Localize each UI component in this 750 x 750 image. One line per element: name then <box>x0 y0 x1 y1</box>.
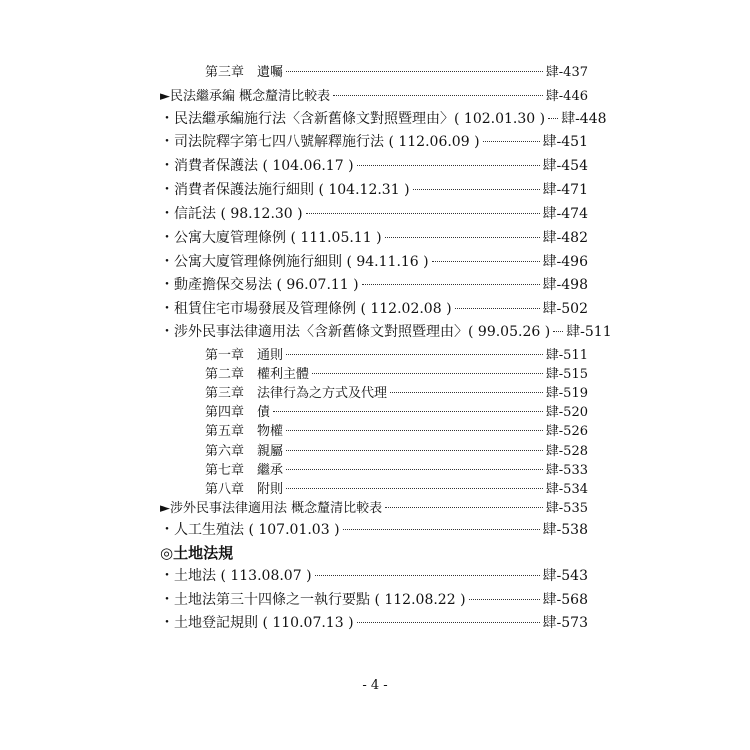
toc-entry-page: 肆-526 <box>545 424 588 439</box>
dot-leader <box>286 71 543 72</box>
toc-entry-title: 第三章 遺囑 <box>205 65 284 80</box>
toc-entry-title: ・租賃住宅市場發展及管理條例 ( 112.02.08 ) <box>160 301 452 317</box>
dot-leader <box>432 261 540 262</box>
toc-entry-title: 第四章 債 <box>205 405 271 420</box>
toc-entry-title: 第一章 通則 <box>205 348 284 363</box>
toc-entry-title: 第七章 繼承 <box>205 463 284 478</box>
toc-entry-chapter[interactable] <box>205 61 588 83</box>
toc-entry-page: 肆-573 <box>542 615 588 631</box>
toc-entry-page: 肆-519 <box>545 386 588 401</box>
toc-entry-page: 肆-511 <box>566 324 612 340</box>
toc-entry-title: 第二章 權利主體 <box>205 367 310 382</box>
dot-leader <box>553 331 563 332</box>
toc-entry-title: 第五章 物權 <box>205 424 284 439</box>
toc-entry-page: 肆-454 <box>542 158 588 174</box>
toc-entry-page: 肆-535 <box>545 501 588 516</box>
toc-entry-page: 肆-496 <box>542 254 588 270</box>
dot-leader <box>357 165 540 166</box>
dot-leader <box>413 189 540 190</box>
dot-leader <box>312 373 543 374</box>
toc-entry-title: ・民法繼承編施行法〈含新舊條文對照暨理由〉( 102.01.30 ) <box>160 111 546 127</box>
toc-entry-page: 肆-543 <box>542 568 588 584</box>
toc-entry-title: ►民法繼承編 概念釐清比較表 <box>160 89 331 104</box>
toc-entry-title: ・動產擔保交易法 ( 96.07.11 ) <box>160 277 359 293</box>
dot-leader <box>315 575 540 576</box>
toc-entry-page: 肆-502 <box>542 301 588 317</box>
dot-leader <box>357 622 540 623</box>
toc-entry-law[interactable] <box>160 251 588 273</box>
toc-entry-page: 肆-528 <box>545 444 588 459</box>
toc-entry-page: 肆-511 <box>545 348 588 363</box>
toc-entry-title: ・信託法 ( 98.12.30 ) <box>160 206 303 222</box>
dot-leader <box>362 284 540 285</box>
toc-entry-title: ・涉外民事法律適用法〈含新舊條文對照暨理由〉( 99.05.26 ) <box>160 324 551 340</box>
toc-entry-page: 肆-448 <box>561 111 607 127</box>
toc-entry-title: ・消費者保護法 ( 104.06.17 ) <box>160 158 354 174</box>
toc-entry-law[interactable] <box>160 131 588 153</box>
toc-entry-title: ・司法院釋字第七四八號解釋施行法 ( 112.06.09 ) <box>160 134 480 150</box>
toc-entry-law[interactable] <box>160 155 588 177</box>
toc-entry-page: 肆-482 <box>542 230 588 246</box>
dot-leader <box>385 507 543 508</box>
dot-leader <box>286 488 543 489</box>
dot-leader <box>385 237 540 238</box>
toc-entry-title: ◎土地法規 <box>160 544 234 562</box>
dot-leader <box>306 213 540 214</box>
dot-leader <box>286 450 543 451</box>
toc-entry-page: 肆-471 <box>542 182 588 198</box>
toc-entry-law[interactable] <box>160 274 588 296</box>
toc-entry-page: 肆-520 <box>545 405 588 420</box>
dot-leader <box>548 118 558 119</box>
toc-entry-page: 肆-538 <box>542 522 588 538</box>
dot-leader <box>286 430 543 431</box>
toc-entry-page: 肆-498 <box>542 277 588 293</box>
toc-entry-table[interactable] <box>160 497 588 519</box>
toc-entry-title: ►涉外民事法律適用法 概念釐清比較表 <box>160 501 383 516</box>
toc-entry-table[interactable] <box>160 85 588 107</box>
toc-entry-law[interactable] <box>160 565 588 587</box>
toc-entry-page: 肆-474 <box>542 206 588 222</box>
toc-entry-page: 肆-533 <box>545 463 588 478</box>
toc-entry-title: ・消費者保護法施行細則 ( 104.12.31 ) <box>160 182 410 198</box>
toc-entry-title: ・公寓大廈管理條例 ( 111.05.11 ) <box>160 230 382 246</box>
toc-entry-law[interactable] <box>160 589 588 611</box>
toc-entry-law[interactable] <box>160 298 588 320</box>
toc-entry-page: 肆-515 <box>545 367 588 382</box>
dot-leader <box>273 411 543 412</box>
toc-entry-title: ・土地法第三十四條之一執行要點 ( 112.08.22 ) <box>160 592 466 608</box>
dot-leader <box>286 469 543 470</box>
dot-leader <box>469 599 540 600</box>
toc-entry-title: ・土地登記規則 ( 110.07.13 ) <box>160 615 354 631</box>
toc-entry-title: 第六章 親屬 <box>205 444 284 459</box>
toc-entry-chapter[interactable] <box>205 420 588 442</box>
toc-entry-page: 肆-446 <box>545 89 588 104</box>
toc-entry-law[interactable] <box>160 321 612 343</box>
dot-leader <box>390 392 543 393</box>
toc-entry-title: ・土地法 ( 113.08.07 ) <box>160 568 312 584</box>
toc-entry-title: ・人工生殖法 ( 107.01.03 ) <box>160 522 340 538</box>
dot-leader <box>455 308 540 309</box>
toc-entry-law[interactable] <box>160 203 588 225</box>
dot-leader <box>483 141 540 142</box>
toc-entry-law[interactable] <box>160 519 588 541</box>
dot-leader <box>333 95 543 96</box>
toc-entry-section[interactable] <box>160 542 588 564</box>
toc-entry-title: ・公寓大廈管理條例施行細則 ( 94.11.16 ) <box>160 254 429 270</box>
dot-leader <box>286 354 543 355</box>
toc-entry-law[interactable] <box>160 227 588 249</box>
toc-entry-title: 第三章 法律行為之方式及代理 <box>205 386 388 401</box>
toc-entry-law[interactable] <box>160 179 588 201</box>
toc-entry-page: 肆-437 <box>545 65 588 80</box>
toc-entry-law[interactable] <box>160 612 588 634</box>
toc-entry-page: 肆-534 <box>545 482 588 497</box>
toc-entry-page: 肆-568 <box>542 592 588 608</box>
toc-entry-title: 第八章 附則 <box>205 482 284 497</box>
page-number: - 4 - <box>362 678 388 693</box>
toc-entry-law[interactable] <box>160 108 607 130</box>
dot-leader <box>343 529 540 530</box>
toc-entry-page: 肆-451 <box>542 134 588 150</box>
